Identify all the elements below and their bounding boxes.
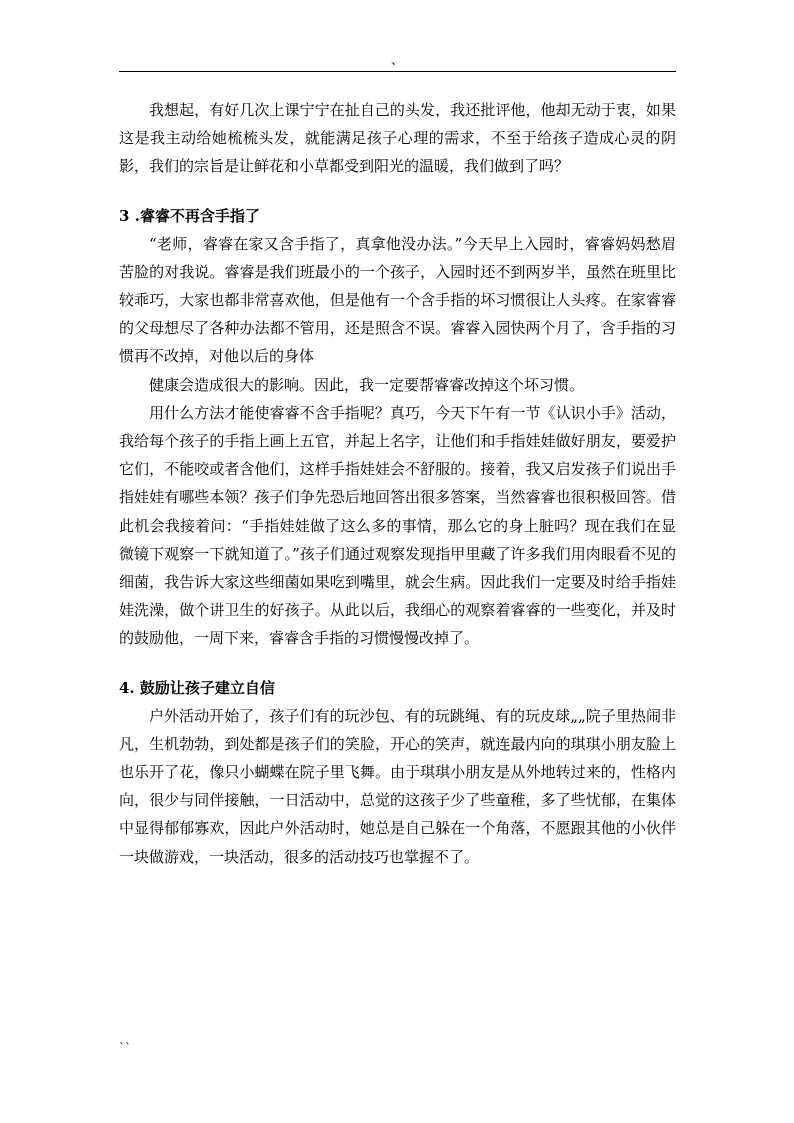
section-rurui bbox=[119, 202, 676, 653]
footer-mark: `` bbox=[119, 1041, 131, 1055]
section-title: 4. 鼓励让孩子建立自信 bbox=[119, 678, 275, 697]
section-title: 3 .睿睿不再含手指了 bbox=[119, 206, 260, 225]
header-mark: 、 bbox=[390, 53, 403, 67]
intro-paragraph: 我想起，有好几次上课宁宁在扯自己的头发，我还批评他，他却无动于衷，如果这是我主动给她梳梳头发，就能满足孩子心理的需求，不至于给孩子造成心灵的阴影，我们的宗旨是让鲜花和小草都受到阳光的温暖，我们做到了吗？ bbox=[119, 101, 676, 176]
body-paragraph: 用什么方法才能使睿睿不含手指呢？真巧，今天下午有一节《认识小手》活动，我给每个孩子的手指上画上五官，并起上名字，让他们和手指娃娃做好朋友，要爱护它们，不能咬或者含他们，这样手指娃娃会不舒服的。接着，我又启发孩子们说出手指娃娃有哪些本领？孩子们争先恐后地回答出很多答案，当然睿睿也很积极回答。借此机会我接着问：“手指娃娃做了这么多的事情，那么它的身上脏吗？现在我们在显微镜下观察一下就知道了。”孩子们通过观察发现指甲里藏了许多我们用肉眼看不见的细菌，我告诉大家这些细菌如果吃到嘴里，就会生病。因此我们一定要及时给手指娃娃洗澡，做个讲卫生的好孩子。从此以后，我细心的观察着睿睿的一些变化，并及时的鼓励他，一周下来，睿睿含手指的习惯慢慢改掉了。 bbox=[119, 403, 676, 648]
body-paragraph: 健康会造成很大的影响。因此，我一定要帮睿睿改掉这个坏习惯。 bbox=[149, 375, 585, 394]
body-paragraph: 户外活动开始了，孩子们有的玩沙包、有的玩跳绳、有的玩皮球„„院子里热闹非凡，生机勃勃，到处都是孩子们的笑脸，开心的笑声，就连最内向的琪琪小朋友脸上也乐开了花，像只小蝴蝶在院子里飞舞。由于琪琪小朋友是从外地转过来的，性格内向，很少与同伴接触，一日活动中，总觉的这孩子少了些童稚，多了些忧郁，在集体中显得郁郁寡欢，因此户外活动时，她总是自己躲在一个角落，不愿跟其他的小伙伴一块做游戏，一块活动，很多的活动技巧也掌握不了。 bbox=[119, 706, 676, 866]
section-qiqi bbox=[119, 674, 676, 871]
header-rule bbox=[119, 71, 676, 72]
document-body bbox=[119, 96, 676, 871]
body-paragraph: “老师，睿睿在家又含手指了，真拿他没办法。”今天早上入园时，睿睿妈妈愁眉苦脸的对我说。睿睿是我们班最小的一个孩子，入园时还不到两岁半，虽然在班里比较乖巧，大家也都非常喜欢他，但是他有一个含手指的坏习惯很让人头疼。在家睿睿的父母想尽了各种办法都不管用，还是照含不误。睿睿入园快两个月了，含手指的习惯再不改掉，对他以后的身体 bbox=[119, 234, 676, 366]
